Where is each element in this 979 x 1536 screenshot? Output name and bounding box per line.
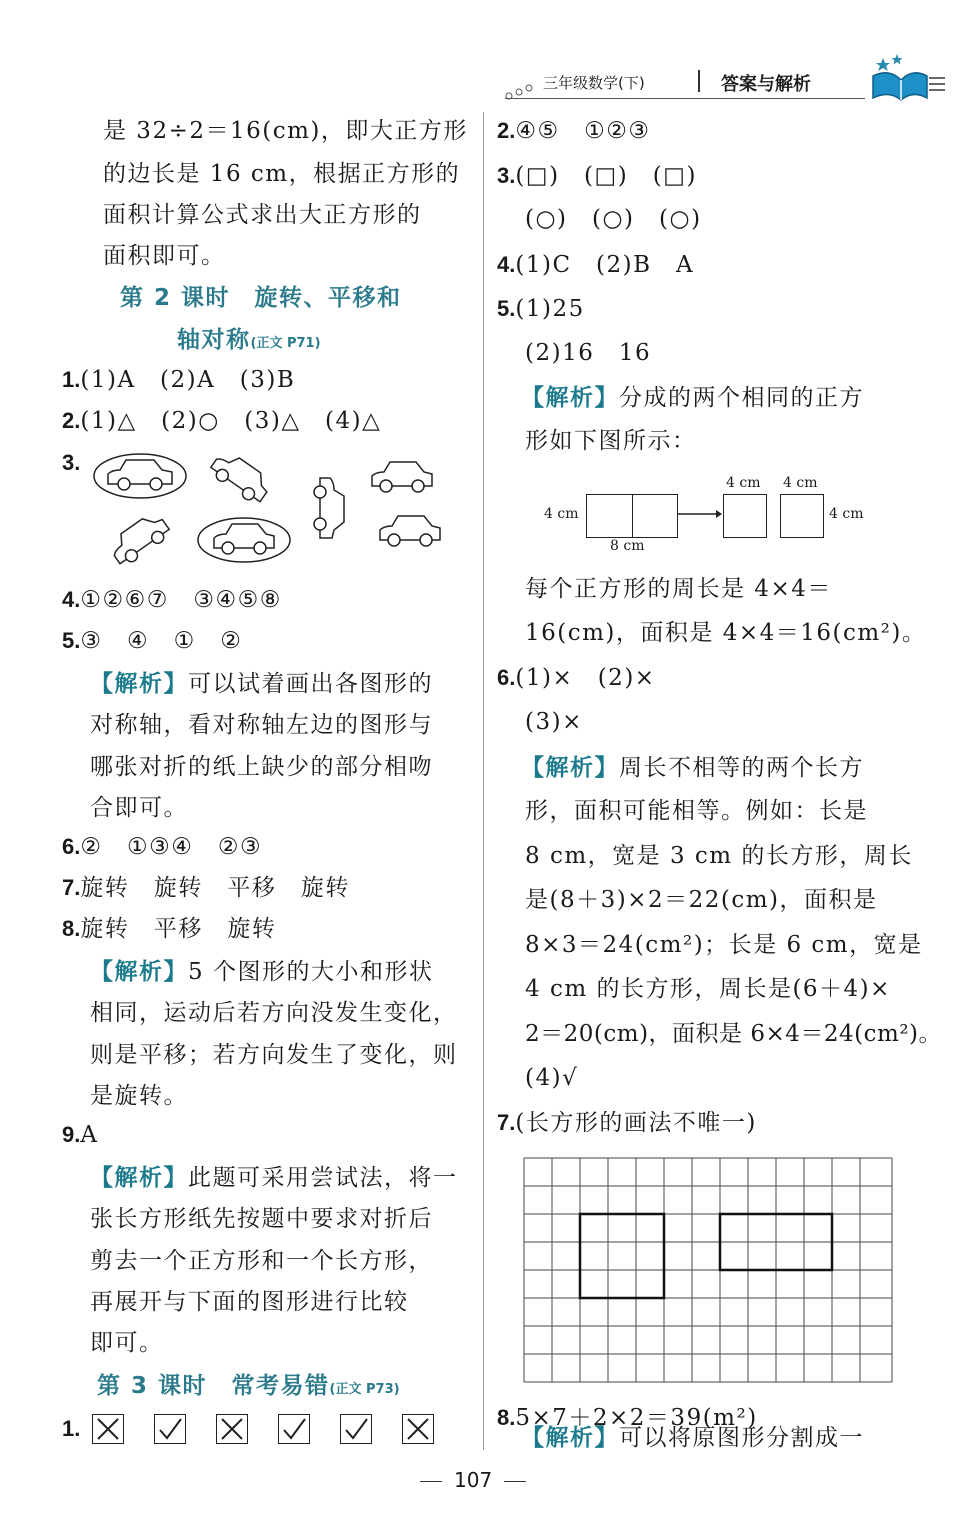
left-q2 [62,410,381,433]
right-q8-analysis [521,1426,864,1450]
question-number: 2. [497,118,516,143]
question-number: 4. [62,587,81,612]
right-q3-row2 [525,208,702,231]
analysis-tag: 【解析】 [90,670,188,697]
answer-text: (1)25 [515,296,585,322]
question-number: 6. [62,834,81,859]
dots-decoration-icon [505,84,545,102]
lesson3-title-row [97,1375,400,1398]
analysis-tag: 【解析】 [90,1164,188,1191]
left-q4 [62,589,282,612]
right-q6-analysis-1 [521,756,864,780]
right-q6 [497,667,656,690]
right-q5-calc-1: 每个正方形的周长是 4×4＝ [525,576,832,602]
right-q5-analysis-2: 形如下图所示： [525,428,697,454]
question-number: 5. [497,296,516,321]
answer-circle: (○) [659,206,702,232]
analysis-text: 可以试着画出各图形的 [188,671,433,697]
answer-text: 旋转 旋转 平移 旋转 [80,875,350,901]
header-subject: 三年级数学(下) [543,74,645,92]
answer-text: (1)△ (2)○ (3)△ (4)△ [80,408,382,434]
answer-text: ③ ④ ① ② [80,628,243,654]
question-number: 1. [62,1416,81,1441]
intro-line-3: 面积计算公式求出大正方形的 [103,202,422,228]
check-box-icon [278,1414,310,1444]
question-number: 6. [497,665,516,690]
left-q9-analysis-5: 即可。 [90,1330,164,1356]
analysis-text: 5 个图形的大小和形状 [188,959,434,985]
right-q6-analysis-3: 8 cm，宽是 3 cm 的长方形，周长 [525,843,913,869]
answer-circle: (○) [525,206,568,232]
answer-square: (□) [652,163,697,189]
squares-figure [540,472,880,562]
car-3-icon [314,478,344,538]
answer-text: (1)× (2)× [515,665,656,691]
lesson2-title-line2: 轴对称 [177,327,251,353]
question-number: 7. [62,875,81,900]
top-length-label-2: 4 cm [783,475,818,491]
page-number-dash [504,1481,526,1482]
lesson2-ref: (正文 P71) [250,336,321,351]
right-q7 [497,1112,757,1135]
analysis-text: 周长不相等的两个长方 [619,755,864,781]
right-length-label: 4 cm [829,506,864,522]
answer-text: (1)C (2)B A [515,252,695,278]
analysis-tag: 【解析】 [521,754,619,781]
cross-box-icon [216,1414,248,1444]
answer-circle: (○) [592,206,635,232]
book-logo-icon [865,54,945,106]
check-box-icon [154,1414,186,1444]
left-q8-analysis-1 [90,960,433,984]
question-number: 4. [497,252,516,277]
top-length-label-1: 4 cm [726,475,761,491]
cross-box-icon [92,1414,124,1444]
answer-text: ①②⑥⑦ ③④⑤⑧ [80,587,282,613]
left-q1-marks [62,1418,80,1441]
arrow-right-icon [678,508,722,520]
right-q3-row1 [497,165,697,188]
question-number: 7. [497,1110,516,1135]
question-number: 3. [62,450,81,475]
left-length-label: 4 cm [544,506,579,522]
header-divider [698,70,700,92]
right-q6-analysis-4: 是(8＋3)×2＝22(cm)，面积是 [525,887,878,913]
analysis-text: 可以将原图形分割成一 [619,1425,864,1451]
left-q7 [62,877,350,900]
intro-line-2: 的边长是 16 cm，根据正方形的 [103,161,461,187]
question-number: 3. [497,163,516,188]
analysis-tag: 【解析】 [90,958,188,985]
check-box-icon [340,1414,372,1444]
answer-text: (1)A (2)A (3)B [80,367,296,393]
left-q9-analysis-2: 张长方形纸先按题中要求对折后 [90,1206,433,1232]
answer-text: A [80,1122,99,1148]
rectangle-1-outline [580,1214,664,1298]
left-q9 [62,1124,98,1147]
right-q6-analysis-2: 形，面积可能相等。例如：长是 [525,798,868,824]
right-q5-calc-2: 16(cm)，面积是 4×4＝16(cm²)。 [525,620,927,646]
page-number-dash [420,1481,442,1482]
grid-drawing [523,1157,895,1385]
left-q5-analysis-1 [90,672,433,696]
left-q5-analysis-3: 哪张对折的纸上缺少的部分相吻 [90,754,433,780]
answer-square: (□) [515,163,560,189]
right-q5-b: (2)16 16 [525,340,652,366]
column-divider [483,112,484,1450]
right-q4 [497,254,694,277]
left-q9-analysis-4: 再展开与下面的图形进行比较 [90,1289,409,1315]
left-q9-analysis-3: 剪去一个正方形和一个长方形， [90,1248,433,1274]
left-q8-analysis-3: 则是平移；若方向发生了变化，则 [90,1042,458,1068]
right-q6-analysis-7: 2＝20(cm)，面积是 6×4＝24(cm²)。 [525,1021,943,1047]
intro-line-4: 面积即可。 [103,243,226,269]
question-number: 8. [497,1405,516,1430]
left-q5-analysis-4: 合即可。 [90,795,188,821]
car-2-icon [207,448,273,507]
right-q6-b: (3)× [525,709,583,735]
left-q8-analysis-2: 相同，运动后若方向没发生变化， [90,1000,458,1026]
right-q5 [497,298,585,321]
left-q9-analysis-1 [90,1166,458,1190]
rectangle-split-line [632,494,633,538]
analysis-tag: 【解析】 [521,384,619,411]
question-number: 2. [62,408,81,433]
square-shape-1 [723,494,767,538]
question-number: 1. [62,367,81,392]
square-shape-2 [780,494,824,538]
left-q5 [62,630,242,653]
right-q6-d: (4)√ [525,1065,579,1091]
lesson2-title: 第 2 课时 旋转、平移和 [120,285,402,311]
left-q6 [62,836,262,859]
car-1-circled-icon [94,454,186,498]
analysis-tag: 【解析】 [521,1424,619,1451]
page-header [505,62,945,110]
car-4-icon [372,462,432,492]
page-number [420,1468,526,1492]
header-section: 答案与解析 [721,74,811,95]
mark-boxes-row [92,1414,434,1444]
header-underline [505,98,865,99]
analysis-text: 此题可采用尝试法，将一 [188,1165,458,1191]
left-q3 [62,452,80,475]
lesson3-title: 第 3 课时 常考易错 [97,1373,330,1399]
car-6-circled-icon [198,518,290,562]
cars-figure [90,448,460,568]
answer-text: ④⑤ ①②③ [515,118,651,144]
right-q6-analysis-6: 4 cm 的长方形，周长是(6＋4)× [525,976,891,1002]
analysis-text: 分成的两个相同的正方 [619,385,864,411]
car-7-icon [380,516,440,546]
cross-box-icon [402,1414,434,1444]
left-q1 [62,369,295,392]
page-number-text: 107 [454,1468,493,1492]
right-q5-analysis-1 [521,386,864,410]
right-q2 [497,120,650,143]
question-number: 9. [62,1122,81,1147]
question-number: 8. [62,916,81,941]
answer-text: 5×7＋2×2＝39(m²) [515,1405,758,1431]
left-q8 [62,918,276,941]
lesson3-ref: (正文 P73) [329,1382,400,1397]
left-q5-analysis-2: 对称轴，看对称轴左边的图形与 [90,712,433,738]
answer-text: (长方形的画法不唯一) [515,1110,757,1136]
answer-square: (□) [584,163,629,189]
right-q6-analysis-5: 8×3＝24(cm²)；长是 6 cm，宽是 [525,932,923,958]
answer-text: 旋转 平移 旋转 [80,916,277,942]
car-5-icon [106,510,172,568]
answer-text: ② ①③④ ②③ [80,834,263,860]
bottom-length-label: 8 cm [610,538,645,554]
intro-line-1: 是 32÷2＝16(cm)，即大正方形 [103,118,468,144]
left-q8-analysis-4: 是旋转。 [90,1083,188,1109]
lesson2-title-2 [177,329,321,352]
question-number: 5. [62,628,81,653]
